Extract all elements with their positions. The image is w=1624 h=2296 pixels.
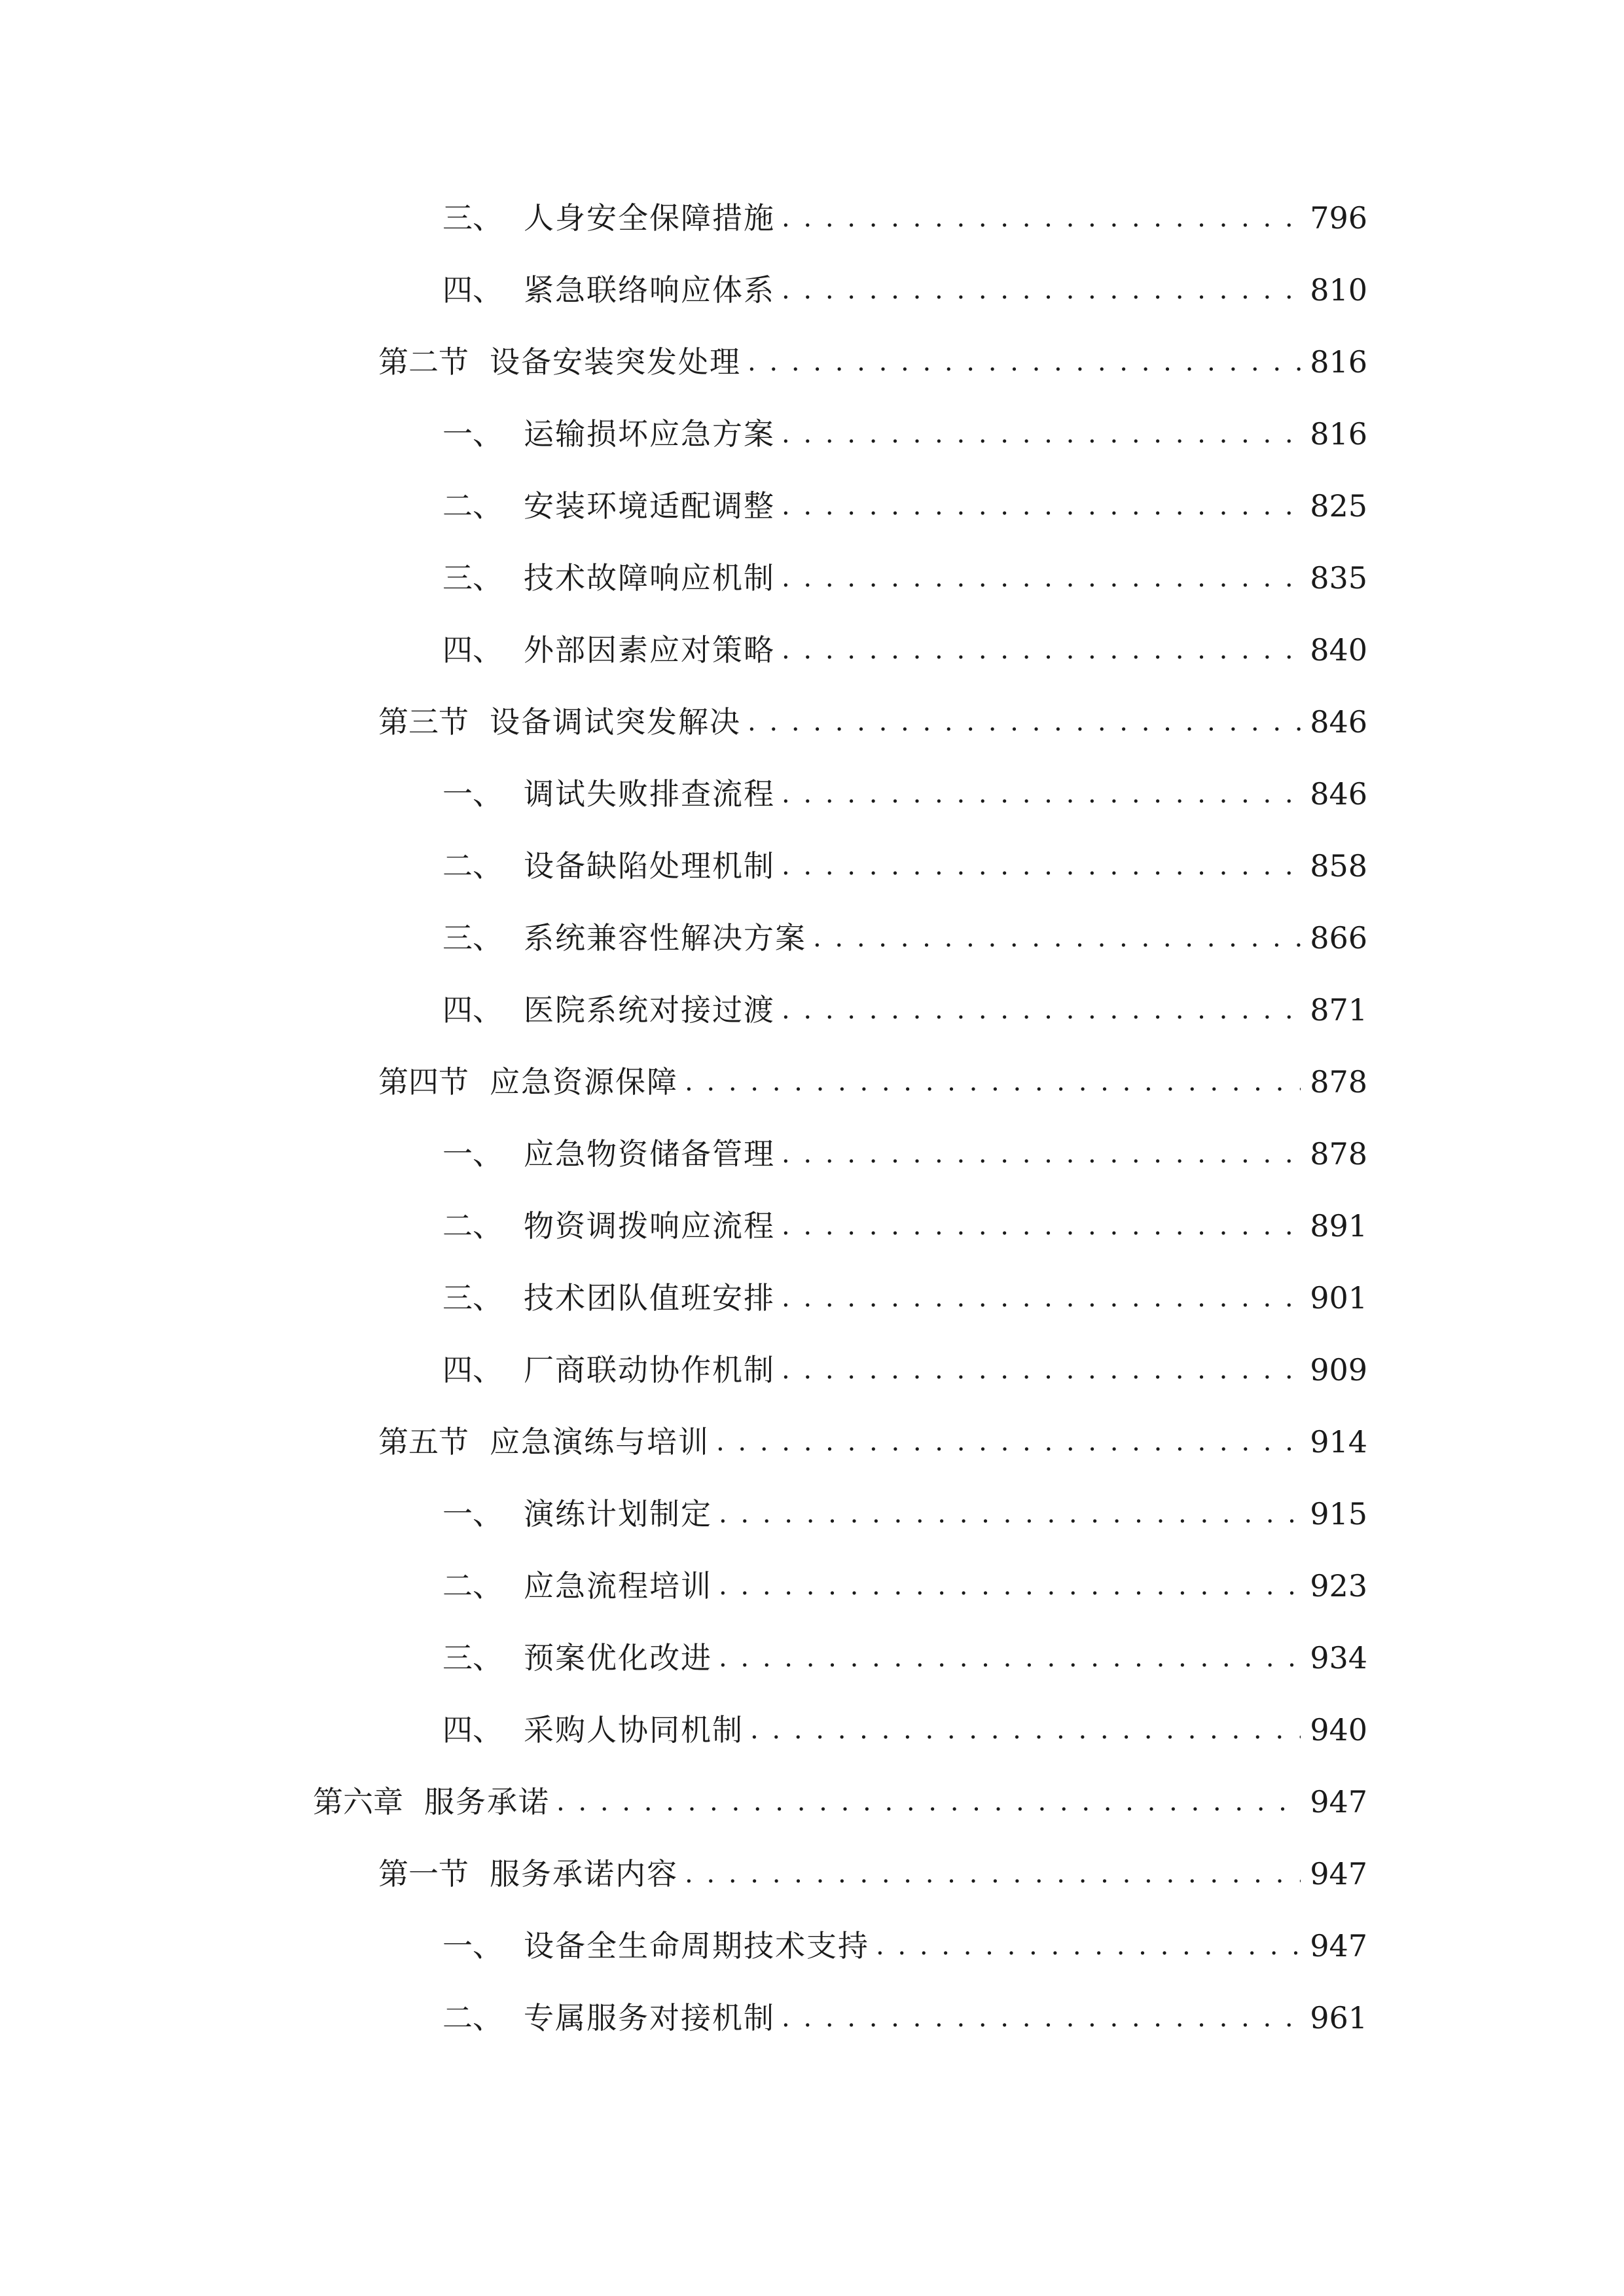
toc-entry[interactable]	[442, 1200, 1367, 1252]
toc-entry-number: 二、	[442, 1208, 503, 1244]
toc-entry-number: 三、	[442, 560, 503, 596]
toc-entry[interactable]	[442, 1992, 1367, 2044]
toc-entry-page: 825	[1310, 488, 1367, 524]
toc-entry[interactable]	[442, 984, 1367, 1036]
dot-leader	[719, 1560, 1301, 1612]
toc-entry-number: 第二节	[378, 344, 469, 380]
dot-leader	[782, 840, 1301, 892]
dot-leader	[719, 1632, 1301, 1684]
dot-leader	[782, 408, 1301, 460]
toc-entry-page: 816	[1310, 344, 1367, 380]
toc-entry[interactable]	[442, 480, 1367, 532]
dot-leader	[782, 264, 1301, 316]
toc-entry-page: 871	[1310, 992, 1367, 1028]
toc-entry-page: 891	[1310, 1208, 1367, 1244]
toc-entry-title: 设备调试突发解决	[490, 704, 741, 740]
toc-entry-title: 应急物资储备管理	[524, 1136, 775, 1172]
dot-leader	[782, 768, 1301, 820]
toc-entry-title: 服务承诺内容	[490, 1856, 678, 1892]
toc-entry-title: 应急流程培训	[524, 1568, 712, 1604]
toc-entry-title: 演练计划制定	[524, 1496, 712, 1532]
toc-entry[interactable]	[442, 1272, 1367, 1324]
dot-leader	[813, 912, 1301, 964]
toc-entry-title: 外部因素应对策略	[524, 632, 775, 668]
toc-entry[interactable]	[378, 1416, 1367, 1468]
toc-entry[interactable]	[442, 264, 1367, 316]
toc-entry[interactable]	[442, 1920, 1367, 1972]
toc-entry-page: 947	[1310, 1928, 1367, 1964]
toc-entry-number: 四、	[442, 272, 503, 308]
dot-leader	[782, 984, 1301, 1036]
toc-entry-title: 物资调拨响应流程	[524, 1208, 775, 1244]
toc-entry-page: 816	[1310, 416, 1367, 452]
toc-entry-page: 858	[1310, 848, 1367, 884]
toc-entry-title: 预案优化改进	[524, 1640, 712, 1676]
toc-entry-page: 840	[1310, 632, 1367, 668]
toc-entry-number: 第五节	[378, 1424, 469, 1460]
toc-entry[interactable]	[442, 192, 1367, 244]
toc-entry[interactable]	[442, 624, 1367, 676]
toc-entry-page: 846	[1310, 704, 1367, 740]
toc-entry-page: 796	[1310, 200, 1367, 236]
toc-entry-title: 紧急联络响应体系	[524, 272, 775, 308]
toc-entry-number: 一、	[442, 1496, 503, 1532]
toc-entry-title: 运输损坏应急方案	[524, 416, 775, 452]
toc-entry-title: 应急资源保障	[490, 1064, 678, 1100]
toc-entry[interactable]	[313, 1776, 1367, 1828]
toc-entry-number: 二、	[442, 488, 503, 524]
toc-entry[interactable]	[442, 408, 1367, 460]
toc-entry[interactable]	[442, 1344, 1367, 1396]
toc-entry-title: 技术团队值班安排	[524, 1280, 775, 1316]
dot-leader	[782, 1992, 1301, 2044]
dot-leader	[782, 192, 1301, 244]
dot-leader	[782, 1344, 1301, 1396]
toc-entry-page: 835	[1310, 560, 1367, 596]
toc-entry-number: 三、	[442, 1280, 503, 1316]
toc-entry[interactable]	[378, 336, 1367, 388]
dot-leader	[685, 1056, 1301, 1108]
dot-leader	[782, 552, 1301, 604]
toc-entry-title: 人身安全保障措施	[524, 200, 775, 236]
toc-entry-page: 878	[1310, 1136, 1367, 1172]
toc-entry-number: 四、	[442, 632, 503, 668]
toc-entry-page: 947	[1310, 1784, 1367, 1820]
toc-entry-number: 二、	[442, 2000, 503, 2036]
toc-entry-title: 设备安装突发处理	[490, 344, 741, 380]
toc-entry-number: 二、	[442, 1568, 503, 1604]
toc-entry[interactable]	[442, 552, 1367, 604]
toc-entry-number: 一、	[442, 1928, 503, 1964]
toc-entry[interactable]	[442, 1488, 1367, 1540]
dot-leader	[782, 1128, 1301, 1180]
toc-entry-page: 909	[1310, 1352, 1367, 1388]
toc-entry-title: 设备全生命周期技术支持	[524, 1928, 869, 1964]
toc-entry[interactable]	[378, 1056, 1367, 1108]
toc-entry[interactable]	[378, 1848, 1367, 1900]
toc-entry-title: 系统兼容性解决方案	[524, 920, 806, 956]
toc-entry-page: 915	[1310, 1496, 1367, 1532]
toc-entry-number: 三、	[442, 200, 503, 236]
toc-entry-title: 调试失败排查流程	[524, 776, 775, 812]
toc-entry-number: 一、	[442, 1136, 503, 1172]
dot-leader	[716, 1416, 1301, 1468]
toc-entry-page: 846	[1310, 776, 1367, 812]
toc-entry[interactable]	[442, 1128, 1367, 1180]
toc-entry-page: 947	[1310, 1856, 1367, 1892]
toc-entry[interactable]	[442, 840, 1367, 892]
toc-entry-number: 第四节	[378, 1064, 469, 1100]
toc-entry-page: 914	[1310, 1424, 1367, 1460]
toc-entry-title: 服务承诺	[424, 1784, 550, 1820]
dot-leader	[782, 1272, 1301, 1324]
toc-entry-page: 923	[1310, 1568, 1367, 1604]
toc-entry-title: 设备缺陷处理机制	[524, 848, 775, 884]
toc-entry-page: 940	[1310, 1712, 1367, 1748]
dot-leader	[782, 480, 1301, 532]
toc-entry-number: 第六章	[313, 1784, 403, 1820]
toc-entry-page: 866	[1310, 920, 1367, 956]
toc-entry[interactable]	[442, 1560, 1367, 1612]
toc-entry[interactable]	[378, 696, 1367, 748]
toc-entry-page: 934	[1310, 1640, 1367, 1676]
toc-entry[interactable]	[442, 912, 1367, 964]
dot-leader	[719, 1488, 1301, 1540]
toc-entry-number: 四、	[442, 1352, 503, 1388]
toc-entry-page: 810	[1310, 272, 1367, 308]
toc-entry-title: 安装环境适配调整	[524, 488, 775, 524]
dot-leader	[750, 1704, 1301, 1756]
toc-entry-title: 厂商联动协作机制	[524, 1352, 775, 1388]
toc-entry-number: 三、	[442, 1640, 503, 1676]
toc-entry-number: 一、	[442, 776, 503, 812]
dot-leader	[748, 336, 1301, 388]
dot-leader	[782, 624, 1301, 676]
toc-entry-title: 采购人协同机制	[524, 1712, 744, 1748]
toc-entry[interactable]	[442, 768, 1367, 820]
toc-entry-number: 三、	[442, 920, 503, 956]
dot-leader	[782, 1200, 1301, 1252]
toc-entry-title: 技术故障响应机制	[524, 560, 775, 596]
dot-leader	[748, 696, 1301, 748]
toc-entry-number: 二、	[442, 848, 503, 884]
toc-entry-number: 一、	[442, 416, 503, 452]
toc-entry-title: 专属服务对接机制	[524, 2000, 775, 2036]
toc-entry-number: 第一节	[378, 1856, 469, 1892]
toc-entry[interactable]	[442, 1704, 1367, 1756]
toc-entry-title: 医院系统对接过渡	[524, 992, 775, 1028]
dot-leader	[876, 1920, 1301, 1972]
toc-entry-title: 应急演练与培训	[490, 1424, 710, 1460]
toc-entry-page: 878	[1310, 1064, 1367, 1100]
toc-entry-number: 第三节	[378, 704, 469, 740]
toc-entry-page: 961	[1310, 2000, 1367, 2036]
toc-entry-page: 901	[1310, 1280, 1367, 1316]
toc-entry[interactable]	[442, 1632, 1367, 1684]
toc-entry-number: 四、	[442, 1712, 503, 1748]
dot-leader	[685, 1848, 1301, 1900]
dot-leader	[556, 1776, 1301, 1828]
toc-entry-number: 四、	[442, 992, 503, 1028]
